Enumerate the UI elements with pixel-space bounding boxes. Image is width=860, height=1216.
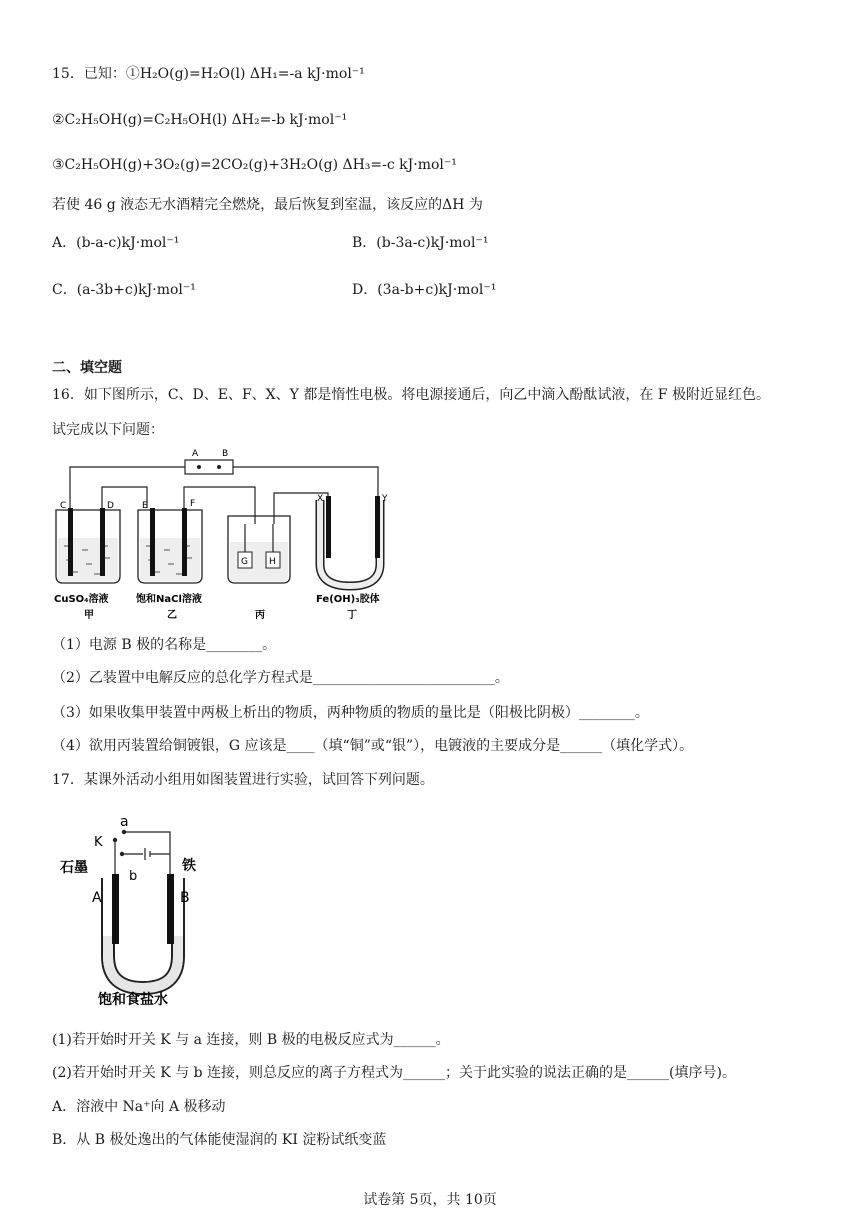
q17-option-a[interactable]: A．溶液中 Na⁺向 A 极移动 <box>52 1099 226 1115</box>
q17-option-b[interactable]: B．从 B 极处逸出的气体能使湿润的 KI 淀粉试纸变蓝 <box>52 1132 387 1148</box>
q16-subquestion-3: （3）如果收集甲装置中两极上析出的物质，两种物质的物质的量比是（阳极比阴极）________。 <box>52 705 649 721</box>
graphite-label: 石墨 <box>60 860 88 876</box>
q15-option-d[interactable]: D．(3a-b+c)kJ·mol⁻¹ <box>352 282 497 298</box>
electrode-a-label: A <box>92 890 102 906</box>
power-label-b: B <box>222 449 229 459</box>
solution-yi-label: 饱和NaCl溶液 <box>136 594 202 605</box>
solution-jia-label: CuSO₄溶液 <box>54 594 109 605</box>
q15-option-b[interactable]: B．(b-3a-c)kJ·mol⁻¹ <box>352 235 489 251</box>
caption-yi: 乙 <box>167 610 177 621</box>
caption-jia: 甲 <box>84 610 94 621</box>
solution-ding-label: Fe(OH)₃胶体 <box>316 594 380 605</box>
q15-option-a[interactable]: A．(b-a-c)kJ·mol⁻¹ <box>52 235 180 251</box>
q15-equation-2: ②C₂H₅OH(g)=C₂H₅OH(l) ΔH₂=-b kJ·mol⁻¹ <box>52 112 348 128</box>
electrode-g-label: G <box>241 557 248 567</box>
q16-electrolysis-diagram <box>52 446 412 626</box>
beaker-bing <box>228 516 290 583</box>
electrode-c-label: C <box>60 501 67 511</box>
electrode-y-label: Y <box>382 494 388 504</box>
switch-terminal-b-label: b <box>129 869 138 884</box>
electrode-b-label: B <box>180 890 190 906</box>
q16-subquestion-1: （1）电源 B 极的名称是________。 <box>52 637 277 653</box>
section-title-fill-in: 二、填空题 <box>52 360 122 376</box>
q17-u-tube-diagram <box>58 806 218 1006</box>
q17-stem: 17．某课外活动小组用如图装置进行实验，试回答下列问题。 <box>52 772 434 788</box>
electrode-h-label: H <box>269 557 276 567</box>
q16-stem: 16．如下图所示，C、D、E、F、X、Y 都是惰性电极。将电源接通后，向乙中滴入酚酞试液，在 F 极附近显红色。 <box>52 387 770 403</box>
power-supply <box>185 449 233 474</box>
q15-option-c[interactable]: C．(a-3b+c)kJ·mol⁻¹ <box>52 282 196 298</box>
page-footer: 试卷第 5页，共 10页 <box>363 1192 497 1208</box>
power-label-a: A <box>192 449 199 459</box>
q17-subquestion-2: (2)若开始时开关 K 与 b 连接，则总反应的离子方程式为______；关于此实验的说法正确的是______(填序号)。 <box>52 1065 736 1081</box>
q16-subquestion-4: （4）欲用丙装置给铜镀银，G 应该是____（填“铜”或“银”），电镀液的主要成分是______（填化学式）。 <box>52 738 694 754</box>
caption-ding: 丁 <box>347 610 357 621</box>
brine-label: 饱和食盐水 <box>98 992 168 1006</box>
q17-subquestion-1: (1)若开始时开关 K 与 a 连接，则 B 极的电极反应式为______。 <box>52 1032 450 1048</box>
q15-equation-3: ③C₂H₅OH(g)+3O₂(g)=2CO₂(g)+3H₂O(g) ΔH₃=-c kJ·mol⁻¹ <box>52 157 457 173</box>
beaker-jia <box>56 501 120 583</box>
electrode-e-label: E <box>142 501 148 511</box>
switch-k-label: K <box>94 835 103 850</box>
u-tube-ding <box>317 494 388 586</box>
q16-subquestion-2: （2）乙装置中电解反应的总化学方程式是__________________________。 <box>52 670 509 686</box>
q15-intro: 15．已知：①H₂O(g)=H₂O(l) ΔH₁=-a kJ·mol⁻¹ <box>52 66 365 82</box>
q16-stem-continued: 试完成以下问题： <box>52 422 164 438</box>
electrode-f-label: F <box>190 499 196 509</box>
circuit-wires <box>70 467 378 524</box>
q15-question: 若使 46 g 液态无水酒精完全燃烧，最后恢复到室温，该反应的ΔH 为 <box>52 197 483 213</box>
iron-label: 铁 <box>182 858 196 874</box>
caption-bing: 丙 <box>255 610 265 621</box>
switch-terminal-a-label: a <box>120 814 129 830</box>
beaker-yi <box>138 499 202 583</box>
electrode-x-label: X <box>317 494 324 504</box>
electrode-d-label: D <box>107 501 114 511</box>
